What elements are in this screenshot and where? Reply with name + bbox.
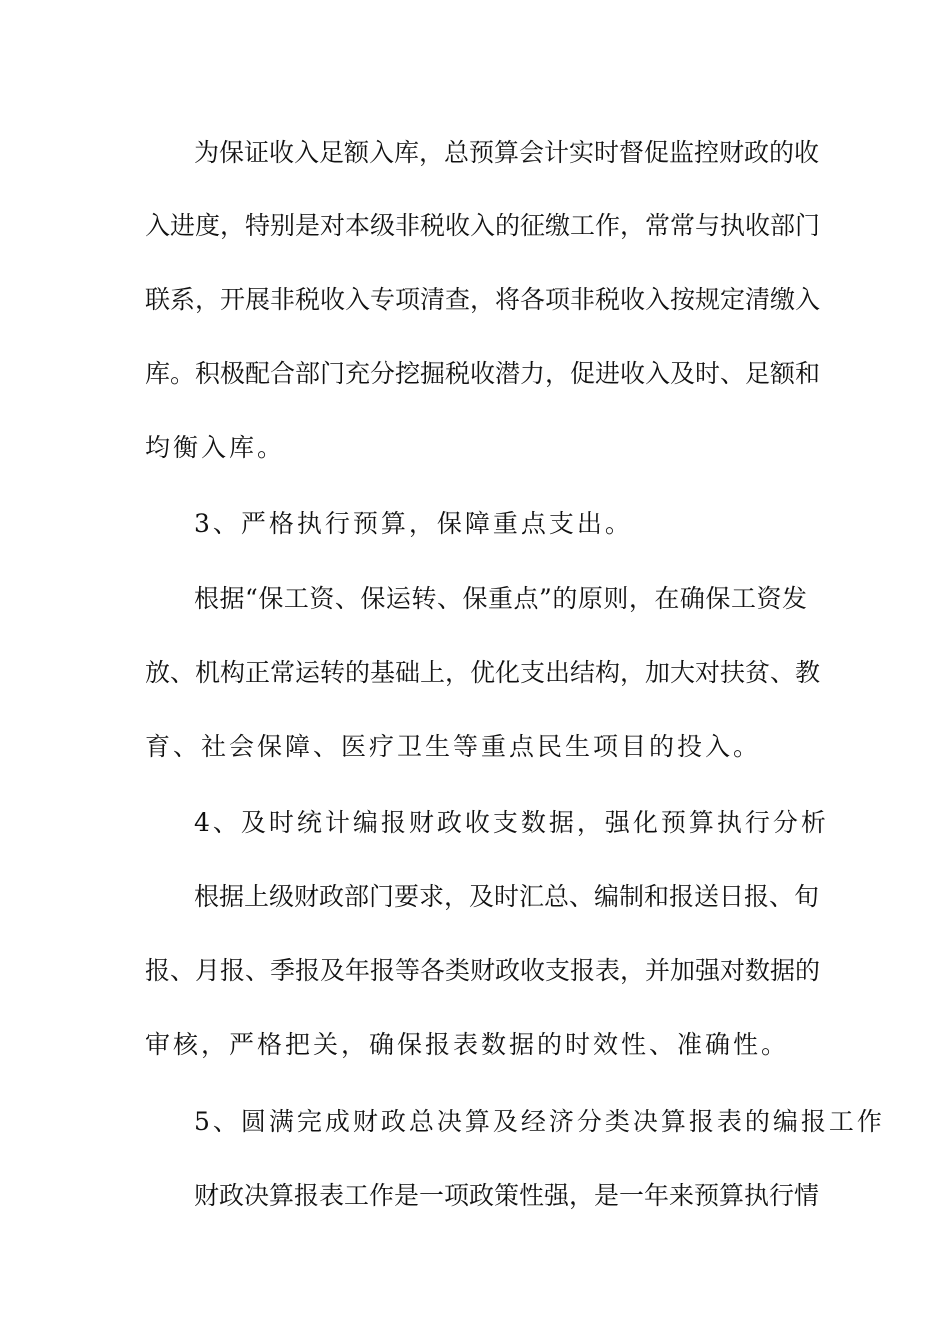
section-heading-3: 3、严格执行预算，保障重点支出。: [194, 509, 633, 538]
paragraph-2-line-3: 育、社会保障、医疗卫生等重点民生项目的投入。: [145, 732, 762, 761]
paragraph-1-line-2: 入进度，特别是对本级非税收入的征缴工作，常常与执收部门: [145, 211, 821, 240]
section-heading-4: 4、及时统计编报财政收支数据，强化预算执行分析: [194, 808, 829, 837]
paragraph-2-line-2: 放、机构正常运转的基础上，优化支出结构，加大对扶贫、教: [145, 658, 821, 687]
section-heading-5: 5、圆满完成财政总决算及经济分类决算报表的编报工作: [194, 1107, 885, 1136]
paragraph-1-line-1: 为保证收入足额入库，总预算会计实时督促监控财政的收: [194, 138, 820, 167]
paragraph-3-line-3: 审核，严格把关，确保报表数据的时效性、准确性。: [145, 1030, 790, 1059]
paragraph-3-line-2: 报、月报、季报及年报等各类财政收支报表，并加强对数据的: [145, 956, 821, 985]
paragraph-4-line-1: 财政决算报表工作是一项政策性强，是一年来预算执行情: [194, 1181, 820, 1210]
paragraph-1-line-3: 联系，开展非税收入专项清查，将各项非税收入按规定清缴入: [145, 285, 821, 314]
paragraph-3-line-1: 根据上级财政部门要求，及时汇总、编制和报送日报、旬: [194, 882, 820, 911]
paragraph-2-line-1: 根据“保工资、保运转、保重点”的原则，在确保工资发: [194, 584, 807, 613]
paragraph-1-line-4: 库。积极配合部门充分挖掘税收潜力，促进收入及时、足额和: [145, 359, 821, 388]
paragraph-1-line-5: 均衡入库。: [145, 433, 286, 462]
